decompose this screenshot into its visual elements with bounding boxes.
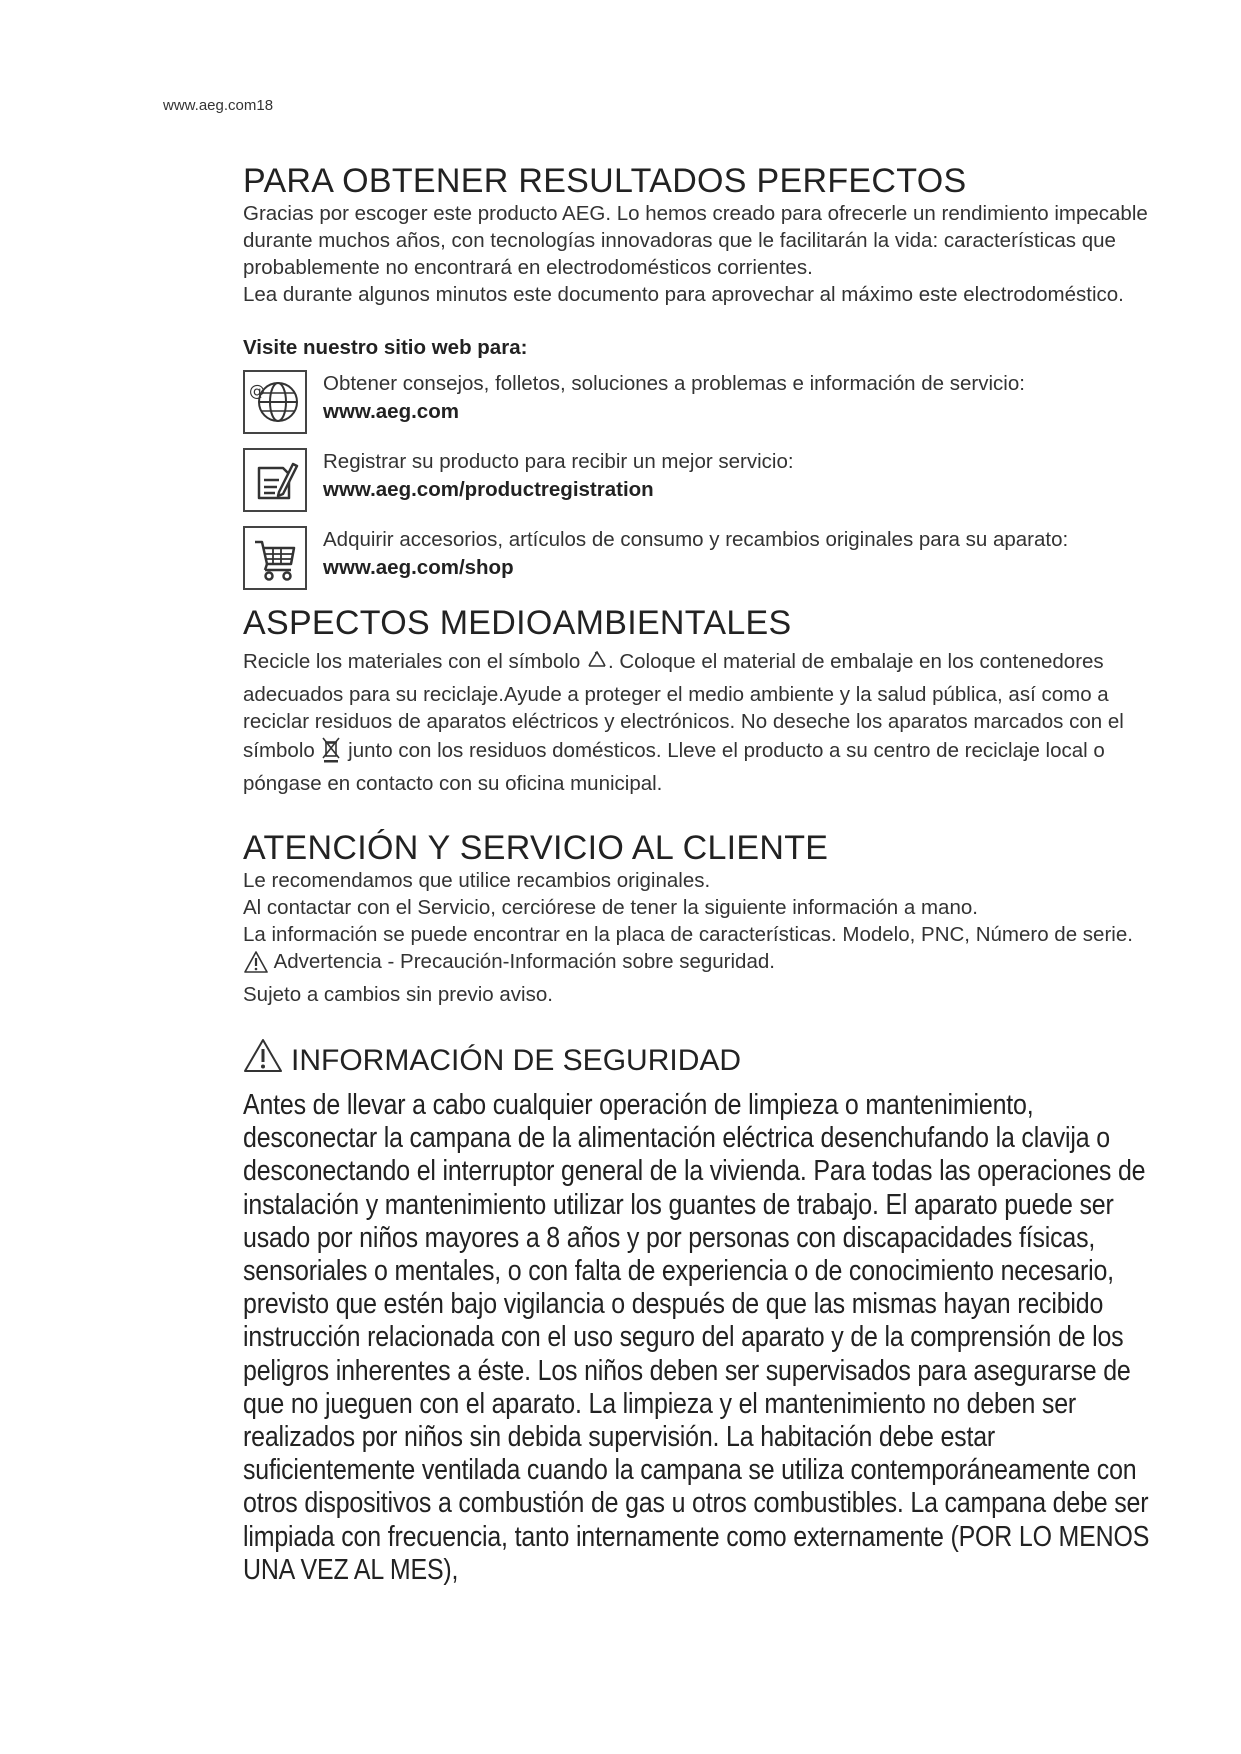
- intro-title: PARA OBTENER RESULTADOS PERFECTOS: [243, 162, 967, 200]
- visit-registration-text: Registrar su producto para recibir un mejor servicio:: [323, 450, 794, 473]
- environment-text-a: Recicle los materiales con el símbolo: [243, 650, 581, 673]
- intro-paragraph-1: Gracias por escoger este producto AEG. Lo hemos creado para ofrecerle un rendimiento impecable durante muchos años, con tecnologías innovadoras que le facilitarán la vida: características que probablemente no encontrará en electrodomésticos corrientes.: [243, 202, 1148, 279]
- customer-line-1: Le recomendamos que utilice recambios originales.: [243, 869, 711, 892]
- visit-label: Visite nuestro sitio web para:: [243, 336, 528, 359]
- customer-line-3: La información se puede encontrar en la placa de características. Modelo, PNC, Número de serie.: [243, 923, 1133, 946]
- intro-paragraph-2: Lea durante algunos minutos este documento para aprovechar al máximo este electrodoméstico.: [243, 283, 1124, 306]
- customer-warning-text: Advertencia - Precaución-Información sobre seguridad.: [273, 950, 775, 973]
- visit-item-info: [243, 370, 1153, 434]
- registration-pen-icon: [243, 448, 307, 512]
- visit-item-shop: [243, 526, 1153, 590]
- manual-content: [243, 162, 1153, 1587]
- recycle-icon: [586, 650, 608, 681]
- safety-title-row: [243, 1038, 1153, 1083]
- safety-title: INFORMACIÓN DE SEGURIDAD: [291, 1043, 742, 1077]
- environment-text-b: . Coloque el material de embalaje en los contenedores adecuados para su reciclaje.Ayude a proteger el medio ambiente y la salud pública, así como a reciclar residuos de aparatos eléctricos y electrónicos. No deseche los aparatos marcados con el símbolo: [243, 650, 1124, 762]
- environment-paragraph: [243, 648, 1153, 797]
- globe-at-icon: [243, 370, 307, 434]
- safety-body: Antes de llevar a cabo cualquier operación de limpieza o mantenimiento, desconectar la campana de la alimentación eléctrica desenchufando la clavija o desconectando el interruptor general de la vivienda. Para todas las operaciones de instalación y mantenimiento utilizar los guantes de trabajo. El aparato puede ser usado por niños mayores a 8 años y por personas con discapacidades físicas, sensoriales o mentales, o con falta de experiencia o de conocimiento necesario, previsto que estén bajo vigilancia o después de que las mismas hayan recibido instrucción relacionada con el uso seguro del aparato y de la comprensión de los peligros inherentes a éste. Los niños deben ser supervisados para asegurarse de que no jueguen con el aparato. La limpieza y el mantenimiento no deben ser realizados por niños sin debida supervisión. La habitación debe estar suficientemente ventilada cuando la campana se utiliza contemporáneamente con otros dispositivos a combustión de gas u otros combustibles. La campana debe ser limpiada con frecuencia, tanto internamente como externamente (POR LO MENOS UNA VEZ AL MES),: [243, 1089, 1150, 1586]
- visit-item-registration: [243, 448, 1153, 512]
- customer-line-5: Sujeto a cambios sin previo aviso.: [243, 983, 553, 1006]
- environment-title: ASPECTOS MEDIOAMBIENTALES: [243, 604, 792, 642]
- environment-text-c: junto con los residuos domésticos. Lleve el producto a su centro de reciclaje local o póngase en contacto con su oficina municipal.: [243, 739, 1105, 795]
- link-aeg-shop[interactable]: www.aeg.com/shop: [323, 556, 514, 579]
- link-aeg-registration[interactable]: www.aeg.com/productregistration: [323, 478, 654, 501]
- page-header: www.aeg.com18: [163, 97, 274, 114]
- customer-line-2: Al contactar con el Servicio, cerciórese de tener la siguiente información a mano.: [243, 896, 978, 919]
- customer-warning: [243, 948, 1153, 981]
- svg-text:@: @: [249, 381, 265, 400]
- safety-warning-icon: [243, 1038, 283, 1083]
- shopping-cart-icon: [243, 526, 307, 590]
- warning-triangle-icon: [243, 950, 269, 981]
- customer-title: ATENCIÓN Y SERVICIO AL CLIENTE: [243, 829, 829, 867]
- visit-info-text: Obtener consejos, folletos, soluciones a problemas e información de servicio:: [323, 372, 1025, 395]
- visit-shop-text: Adquirir accesorios, artículos de consumo y recambios originales para su aparato:: [323, 528, 1069, 551]
- crossed-bin-icon: [320, 735, 342, 770]
- link-aeg-home[interactable]: www.aeg.com: [323, 400, 459, 423]
